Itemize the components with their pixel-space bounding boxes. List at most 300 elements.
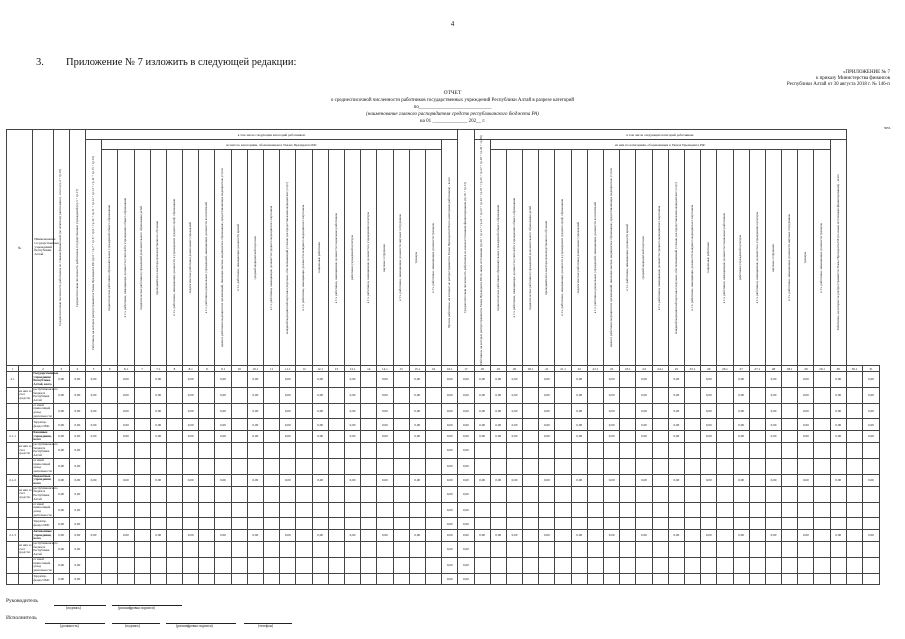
table-cell[interactable] <box>717 557 733 573</box>
table-cell[interactable] <box>636 502 652 518</box>
table-cell[interactable] <box>733 557 749 573</box>
table-cell[interactable]: 0,00 <box>247 403 263 419</box>
table-cell[interactable] <box>555 387 571 403</box>
table-cell[interactable] <box>166 557 182 573</box>
table-cell[interactable] <box>150 542 166 558</box>
table-cell[interactable] <box>231 403 247 419</box>
table-cell[interactable] <box>215 518 231 530</box>
table-cell[interactable] <box>344 502 360 518</box>
table-cell[interactable] <box>571 518 587 530</box>
table-cell[interactable] <box>490 443 506 459</box>
table-cell[interactable] <box>830 573 846 585</box>
table-cell[interactable]: 0,00 <box>85 529 101 541</box>
table-cell[interactable] <box>830 458 846 474</box>
table-cell[interactable]: 0,00 <box>733 430 749 442</box>
table-cell[interactable] <box>231 529 247 541</box>
table-cell[interactable] <box>166 419 182 431</box>
table-cell[interactable] <box>830 502 846 518</box>
table-cell[interactable] <box>102 419 118 431</box>
table-cell[interactable]: 0,00 <box>53 529 69 541</box>
table-cell[interactable] <box>264 458 280 474</box>
table-cell[interactable]: 0,00 <box>539 372 555 388</box>
table-cell[interactable]: 0,00 <box>798 372 814 388</box>
table-cell[interactable] <box>571 502 587 518</box>
table-cell[interactable]: 0,00 <box>798 430 814 442</box>
table-cell[interactable]: 0,00 <box>53 443 69 459</box>
table-cell[interactable] <box>620 502 636 518</box>
table-cell[interactable] <box>361 542 377 558</box>
table-cell[interactable] <box>571 458 587 474</box>
table-cell[interactable]: 0,00 <box>53 573 69 585</box>
table-cell[interactable] <box>328 387 344 403</box>
table-cell[interactable] <box>863 573 880 585</box>
table-cell[interactable] <box>684 502 700 518</box>
table-cell[interactable] <box>150 502 166 518</box>
table-cell[interactable]: 0,00 <box>863 430 880 442</box>
table-cell[interactable] <box>846 529 862 541</box>
table-cell[interactable] <box>425 557 441 573</box>
table-cell[interactable] <box>765 518 781 530</box>
table-cell[interactable] <box>183 486 199 502</box>
table-cell[interactable] <box>620 443 636 459</box>
table-cell[interactable] <box>620 430 636 442</box>
table-cell[interactable] <box>393 474 409 486</box>
table-cell[interactable] <box>539 502 555 518</box>
table-cell[interactable] <box>280 542 296 558</box>
table-cell[interactable]: 0,00 <box>539 529 555 541</box>
table-cell[interactable]: 0,00 <box>118 372 134 388</box>
table-cell[interactable] <box>231 458 247 474</box>
table-cell[interactable]: 0,00 <box>442 419 458 431</box>
table-cell[interactable] <box>523 518 539 530</box>
table-cell[interactable] <box>523 542 539 558</box>
table-cell[interactable]: 0,00 <box>409 387 425 403</box>
table-cell[interactable] <box>393 372 409 388</box>
table-cell[interactable]: 0,00 <box>247 529 263 541</box>
table-cell[interactable] <box>425 458 441 474</box>
table-cell[interactable] <box>377 458 393 474</box>
table-cell[interactable] <box>377 573 393 585</box>
table-cell[interactable] <box>571 557 587 573</box>
table-cell[interactable]: 0,00 <box>118 387 134 403</box>
table-cell[interactable] <box>490 557 506 573</box>
table-cell[interactable] <box>85 443 101 459</box>
table-cell[interactable]: 0,00 <box>312 474 328 486</box>
table-cell[interactable]: 0,00 <box>442 502 458 518</box>
table-cell[interactable] <box>361 474 377 486</box>
table-cell[interactable]: 0,00 <box>53 372 69 388</box>
table-cell[interactable] <box>652 474 668 486</box>
table-cell[interactable] <box>733 573 749 585</box>
table-cell[interactable]: 0,00 <box>571 430 587 442</box>
table-cell[interactable]: 0,00 <box>69 502 85 518</box>
table-cell[interactable]: 0,00 <box>215 403 231 419</box>
table-cell[interactable] <box>620 474 636 486</box>
table-cell[interactable] <box>652 458 668 474</box>
table-cell[interactable] <box>102 430 118 442</box>
table-cell[interactable] <box>166 502 182 518</box>
table-cell[interactable] <box>425 529 441 541</box>
table-cell[interactable] <box>231 430 247 442</box>
table-cell[interactable] <box>166 486 182 502</box>
table-cell[interactable] <box>393 529 409 541</box>
table-cell[interactable]: 0,00 <box>53 430 69 442</box>
table-cell[interactable] <box>798 573 814 585</box>
table-cell[interactable] <box>134 430 150 442</box>
table-cell[interactable] <box>247 518 263 530</box>
table-cell[interactable] <box>506 458 522 474</box>
table-cell[interactable] <box>474 518 490 530</box>
table-cell[interactable]: 0,00 <box>636 529 652 541</box>
table-cell[interactable]: 0,00 <box>53 557 69 573</box>
table-cell[interactable] <box>620 557 636 573</box>
table-cell[interactable] <box>247 542 263 558</box>
table-cell[interactable] <box>539 518 555 530</box>
table-cell[interactable]: 0,00 <box>458 542 474 558</box>
table-cell[interactable] <box>668 518 684 530</box>
table-cell[interactable]: 0,00 <box>377 419 393 431</box>
table-cell[interactable] <box>134 443 150 459</box>
table-cell[interactable] <box>636 486 652 502</box>
table-cell[interactable] <box>749 557 765 573</box>
table-cell[interactable] <box>490 573 506 585</box>
table-cell[interactable] <box>798 486 814 502</box>
table-cell[interactable] <box>782 518 798 530</box>
table-cell[interactable]: 0,00 <box>247 474 263 486</box>
table-cell[interactable] <box>264 443 280 459</box>
table-cell[interactable] <box>361 486 377 502</box>
table-cell[interactable] <box>264 387 280 403</box>
table-cell[interactable] <box>782 458 798 474</box>
table-cell[interactable] <box>361 372 377 388</box>
table-cell[interactable] <box>782 486 798 502</box>
table-cell[interactable] <box>425 542 441 558</box>
table-cell[interactable] <box>523 387 539 403</box>
table-cell[interactable] <box>102 518 118 530</box>
table-cell[interactable] <box>684 372 700 388</box>
table-cell[interactable]: 0,00 <box>118 474 134 486</box>
table-cell[interactable]: 0,00 <box>458 529 474 541</box>
table-cell[interactable] <box>717 474 733 486</box>
table-cell[interactable] <box>328 474 344 486</box>
table-cell[interactable] <box>749 372 765 388</box>
table-cell[interactable] <box>312 557 328 573</box>
table-cell[interactable] <box>668 443 684 459</box>
table-cell[interactable] <box>134 419 150 431</box>
table-cell[interactable] <box>215 542 231 558</box>
table-cell[interactable] <box>652 573 668 585</box>
table-cell[interactable] <box>296 458 312 474</box>
table-cell[interactable] <box>587 502 603 518</box>
table-cell[interactable] <box>604 502 620 518</box>
table-cell[interactable] <box>296 403 312 419</box>
table-cell[interactable] <box>587 458 603 474</box>
table-cell[interactable] <box>425 474 441 486</box>
table-cell[interactable]: 0,00 <box>636 419 652 431</box>
table-cell[interactable] <box>765 573 781 585</box>
table-cell[interactable] <box>846 387 862 403</box>
table-cell[interactable] <box>863 542 880 558</box>
table-cell[interactable] <box>798 502 814 518</box>
table-cell[interactable] <box>247 573 263 585</box>
table-cell[interactable] <box>717 443 733 459</box>
table-cell[interactable] <box>830 542 846 558</box>
table-cell[interactable] <box>571 573 587 585</box>
table-cell[interactable] <box>555 486 571 502</box>
table-cell[interactable]: 0,00 <box>830 387 846 403</box>
table-cell[interactable] <box>166 542 182 558</box>
table-cell[interactable] <box>523 486 539 502</box>
table-cell[interactable]: 0,00 <box>571 419 587 431</box>
table-cell[interactable]: 0,00 <box>701 372 717 388</box>
table-cell[interactable] <box>474 557 490 573</box>
table-cell[interactable] <box>684 403 700 419</box>
table-cell[interactable] <box>150 486 166 502</box>
table-cell[interactable]: 0,00 <box>506 387 522 403</box>
table-cell[interactable] <box>652 542 668 558</box>
table-cell[interactable] <box>247 486 263 502</box>
table-cell[interactable] <box>150 443 166 459</box>
table-cell[interactable] <box>296 474 312 486</box>
table-cell[interactable] <box>539 542 555 558</box>
table-cell[interactable]: 0,00 <box>668 372 684 388</box>
table-cell[interactable] <box>296 529 312 541</box>
table-cell[interactable] <box>166 387 182 403</box>
table-cell[interactable] <box>733 518 749 530</box>
table-cell[interactable] <box>85 573 101 585</box>
table-cell[interactable]: 0,00 <box>442 518 458 530</box>
table-cell[interactable]: 0,00 <box>344 387 360 403</box>
table-cell[interactable]: 0,00 <box>539 403 555 419</box>
table-cell[interactable]: 0,00 <box>280 474 296 486</box>
table-cell[interactable] <box>377 542 393 558</box>
table-cell[interactable] <box>846 372 862 388</box>
table-cell[interactable]: 0,00 <box>442 387 458 403</box>
table-cell[interactable] <box>296 419 312 431</box>
table-cell[interactable]: 0,00 <box>69 458 85 474</box>
table-cell[interactable]: 0,00 <box>85 430 101 442</box>
table-cell[interactable] <box>328 430 344 442</box>
table-cell[interactable]: 0,00 <box>215 387 231 403</box>
table-cell[interactable] <box>846 502 862 518</box>
table-cell[interactable] <box>312 458 328 474</box>
table-cell[interactable] <box>361 458 377 474</box>
table-cell[interactable] <box>377 443 393 459</box>
table-cell[interactable] <box>102 502 118 518</box>
table-cell[interactable]: 0,00 <box>215 474 231 486</box>
table-cell[interactable] <box>782 542 798 558</box>
table-cell[interactable]: 0,00 <box>118 430 134 442</box>
table-cell[interactable]: 0,00 <box>458 458 474 474</box>
table-cell[interactable] <box>328 573 344 585</box>
table-cell[interactable]: 0,00 <box>604 387 620 403</box>
table-cell[interactable] <box>280 502 296 518</box>
table-cell[interactable] <box>523 502 539 518</box>
table-cell[interactable] <box>523 573 539 585</box>
table-cell[interactable]: 0,00 <box>733 419 749 431</box>
table-cell[interactable]: 0,00 <box>458 502 474 518</box>
table-cell[interactable] <box>814 458 830 474</box>
table-cell[interactable] <box>85 486 101 502</box>
table-cell[interactable] <box>312 502 328 518</box>
table-cell[interactable] <box>118 502 134 518</box>
table-cell[interactable] <box>846 403 862 419</box>
table-cell[interactable] <box>717 403 733 419</box>
table-cell[interactable] <box>231 542 247 558</box>
table-cell[interactable] <box>118 443 134 459</box>
table-cell[interactable] <box>247 443 263 459</box>
table-cell[interactable] <box>863 518 880 530</box>
table-cell[interactable]: 0,00 <box>377 474 393 486</box>
table-cell[interactable] <box>264 529 280 541</box>
table-cell[interactable] <box>604 573 620 585</box>
table-cell[interactable] <box>393 486 409 502</box>
table-cell[interactable] <box>620 573 636 585</box>
table-cell[interactable] <box>409 502 425 518</box>
table-cell[interactable] <box>134 529 150 541</box>
table-cell[interactable] <box>814 430 830 442</box>
table-cell[interactable] <box>344 573 360 585</box>
table-cell[interactable] <box>636 443 652 459</box>
table-cell[interactable] <box>344 542 360 558</box>
table-cell[interactable]: 0,00 <box>442 486 458 502</box>
table-cell[interactable] <box>782 403 798 419</box>
table-cell[interactable] <box>361 403 377 419</box>
table-cell[interactable] <box>571 542 587 558</box>
table-cell[interactable] <box>636 573 652 585</box>
table-cell[interactable] <box>668 458 684 474</box>
table-cell[interactable] <box>814 557 830 573</box>
table-cell[interactable]: 0,00 <box>668 419 684 431</box>
table-cell[interactable] <box>134 518 150 530</box>
table-cell[interactable] <box>134 474 150 486</box>
table-cell[interactable]: 0,00 <box>312 430 328 442</box>
table-cell[interactable] <box>377 502 393 518</box>
table-cell[interactable] <box>555 542 571 558</box>
table-cell[interactable]: 0,00 <box>442 542 458 558</box>
table-cell[interactable]: 0,00 <box>150 403 166 419</box>
table-cell[interactable] <box>749 387 765 403</box>
table-cell[interactable] <box>717 419 733 431</box>
table-cell[interactable]: 0,00 <box>668 430 684 442</box>
table-cell[interactable] <box>604 443 620 459</box>
table-cell[interactable] <box>749 542 765 558</box>
table-cell[interactable] <box>296 518 312 530</box>
table-cell[interactable] <box>264 502 280 518</box>
table-cell[interactable]: 0,00 <box>539 387 555 403</box>
table-cell[interactable] <box>409 573 425 585</box>
table-cell[interactable] <box>199 443 215 459</box>
table-cell[interactable]: 0,00 <box>150 474 166 486</box>
table-cell[interactable] <box>846 443 862 459</box>
table-cell[interactable] <box>280 443 296 459</box>
table-cell[interactable]: 0,00 <box>571 529 587 541</box>
table-cell[interactable] <box>604 458 620 474</box>
table-cell[interactable] <box>814 403 830 419</box>
table-cell[interactable] <box>150 458 166 474</box>
table-cell[interactable] <box>264 419 280 431</box>
table-cell[interactable]: 0,00 <box>280 419 296 431</box>
table-cell[interactable] <box>166 443 182 459</box>
table-cell[interactable]: 0,00 <box>344 474 360 486</box>
table-cell[interactable] <box>264 573 280 585</box>
table-cell[interactable] <box>199 403 215 419</box>
table-cell[interactable] <box>846 557 862 573</box>
table-cell[interactable] <box>749 518 765 530</box>
table-cell[interactable] <box>312 518 328 530</box>
table-cell[interactable] <box>296 486 312 502</box>
table-cell[interactable]: 0,00 <box>863 372 880 388</box>
table-cell[interactable] <box>555 372 571 388</box>
table-cell[interactable] <box>377 557 393 573</box>
table-cell[interactable]: 0,00 <box>863 403 880 419</box>
table-cell[interactable]: 0,00 <box>798 403 814 419</box>
table-cell[interactable] <box>620 518 636 530</box>
table-cell[interactable] <box>684 573 700 585</box>
table-cell[interactable]: 0,00 <box>442 458 458 474</box>
table-cell[interactable] <box>312 542 328 558</box>
table-cell[interactable] <box>296 573 312 585</box>
table-cell[interactable] <box>199 458 215 474</box>
table-cell[interactable]: 0,00 <box>765 372 781 388</box>
table-cell[interactable]: 0,00 <box>863 419 880 431</box>
table-cell[interactable] <box>587 542 603 558</box>
table-cell[interactable] <box>393 542 409 558</box>
table-cell[interactable] <box>409 518 425 530</box>
table-cell[interactable]: 0,00 <box>344 372 360 388</box>
table-cell[interactable] <box>523 474 539 486</box>
table-cell[interactable] <box>846 486 862 502</box>
table-cell[interactable] <box>506 518 522 530</box>
table-cell[interactable] <box>555 502 571 518</box>
table-cell[interactable]: 0,00 <box>490 474 506 486</box>
table-cell[interactable]: 0,00 <box>733 387 749 403</box>
table-cell[interactable] <box>701 542 717 558</box>
table-cell[interactable]: 0,00 <box>377 372 393 388</box>
table-cell[interactable] <box>846 518 862 530</box>
table-cell[interactable] <box>425 403 441 419</box>
table-cell[interactable] <box>830 518 846 530</box>
table-cell[interactable] <box>782 430 798 442</box>
table-cell[interactable] <box>523 372 539 388</box>
table-cell[interactable] <box>85 502 101 518</box>
table-cell[interactable] <box>166 403 182 419</box>
table-cell[interactable] <box>231 502 247 518</box>
table-cell[interactable] <box>199 529 215 541</box>
table-cell[interactable]: 0,00 <box>409 529 425 541</box>
table-cell[interactable] <box>717 486 733 502</box>
table-cell[interactable]: 0,00 <box>183 372 199 388</box>
table-cell[interactable]: 0,00 <box>118 419 134 431</box>
table-cell[interactable]: 0,00 <box>69 518 85 530</box>
table-cell[interactable] <box>717 458 733 474</box>
table-cell[interactable] <box>668 486 684 502</box>
table-cell[interactable] <box>620 372 636 388</box>
table-cell[interactable]: 0,00 <box>150 529 166 541</box>
table-cell[interactable] <box>393 557 409 573</box>
table-cell[interactable]: 0,00 <box>604 529 620 541</box>
table-cell[interactable] <box>830 443 846 459</box>
table-cell[interactable] <box>264 474 280 486</box>
table-cell[interactable] <box>587 430 603 442</box>
table-cell[interactable] <box>490 518 506 530</box>
table-cell[interactable]: 0,00 <box>765 387 781 403</box>
table-cell[interactable] <box>846 573 862 585</box>
table-cell[interactable] <box>749 486 765 502</box>
table-cell[interactable] <box>539 557 555 573</box>
table-cell[interactable] <box>684 387 700 403</box>
table-cell[interactable] <box>733 502 749 518</box>
